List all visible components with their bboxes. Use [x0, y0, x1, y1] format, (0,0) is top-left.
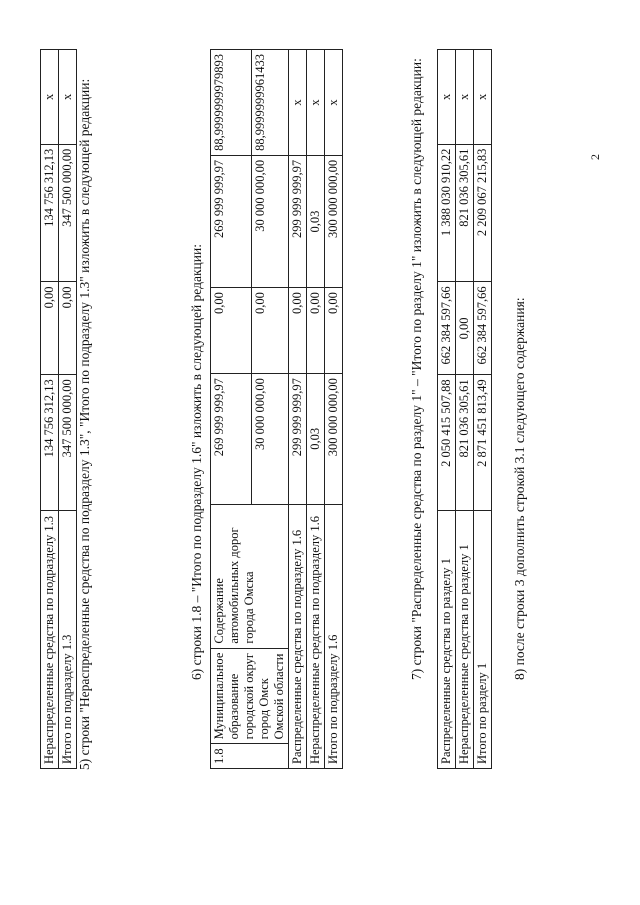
- cell-value: 0,00: [59, 282, 77, 375]
- section7-text: 7) строки "Распределенные средства по разделу 1" – "Итого по разделу 1" изложить в следующей редакции:: [409, 58, 424, 680]
- cell-value: х: [325, 50, 343, 156]
- section5-text: 5) строки "Нераспределенные средства по подразделу 1.3", "Итого по подразделу 1.3" изложить в следующей редакции:: [77, 78, 92, 770]
- table-row: [59, 50, 77, 769]
- row-label: Нераспределенные средства по разделу 1: [456, 511, 474, 769]
- cell-value: х: [41, 50, 59, 145]
- table-row: [289, 50, 307, 769]
- cell-value: 300 000 000,00: [325, 155, 343, 287]
- cell-value: 269 999 999,97: [211, 374, 252, 504]
- row-label: Распределенные средства по разделу 1: [438, 511, 456, 769]
- row-number: 1.8: [211, 744, 289, 769]
- cell-value: 30 000 000,00: [252, 374, 289, 504]
- cell-value: 0,03: [307, 374, 325, 504]
- table-section7: [437, 49, 492, 769]
- cell-value: 2 209 067 215,83: [474, 144, 492, 282]
- cell-value: 134 756 312,13: [41, 144, 59, 282]
- row-label: Нераспределенные средства по подразделу 1.3: [41, 511, 59, 769]
- cell-value: 662 384 597,66: [474, 282, 492, 375]
- cell-value: 821 036 305,61: [456, 144, 474, 282]
- cell-value: 88,9999999979893: [211, 50, 252, 156]
- cell-value: 821 036 305,61: [456, 375, 474, 511]
- table-section6: [210, 49, 343, 769]
- cell-value: 299 999 999,97: [289, 155, 307, 287]
- cell-value: х: [59, 50, 77, 145]
- cell-value: 299 999 999,97: [289, 374, 307, 504]
- purpose-cell: Содержание автомобильных дорог города Омска: [211, 504, 289, 648]
- cell-value: 0,00: [289, 288, 307, 374]
- cell-value: х: [438, 50, 456, 145]
- cell-value: 88,9999999961433: [252, 50, 289, 156]
- table-row: [211, 50, 252, 769]
- section8-text: 8) после строки 3 дополнить строкой 3.1 следующего содержания:: [512, 297, 527, 680]
- cell-value: х: [474, 50, 492, 145]
- cell-value: 0,03: [307, 155, 325, 287]
- cell-value: 0,00: [325, 288, 343, 374]
- cell-value: 0,00: [252, 288, 289, 374]
- cell-value: 1 388 030 910,22: [438, 144, 456, 282]
- cell-value: 0,00: [41, 282, 59, 375]
- row-label: Итого по подразделу 1.3: [59, 511, 77, 769]
- table-section5: [40, 49, 77, 769]
- row-label: Итого по разделу 1: [474, 511, 492, 769]
- cell-value: х: [307, 50, 325, 156]
- cell-value: 2 050 415 507,88: [438, 375, 456, 511]
- row-label: Итого по подразделу 1.6: [325, 504, 343, 768]
- row-label: Распределенные средства по подразделу 1.6: [289, 504, 307, 768]
- cell-value: 662 384 597,66: [438, 282, 456, 375]
- table-row: [41, 50, 59, 769]
- table-row: [438, 50, 456, 769]
- cell-value: х: [456, 50, 474, 145]
- page-number: 2: [588, 154, 602, 160]
- table-row: [456, 50, 474, 769]
- table-row: [325, 50, 343, 769]
- cell-value: 2 871 451 813,49: [474, 375, 492, 511]
- table-row: [307, 50, 325, 769]
- cell-value: 347 500 000,00: [59, 375, 77, 511]
- section6-text: 6) строки 1.8 – "Итого по подразделу 1.6" изложить в следующей редакции:: [189, 244, 204, 680]
- cell-value: 0,00: [211, 288, 252, 374]
- cell-value: х: [289, 50, 307, 156]
- cell-value: 347 500 000,00: [59, 144, 77, 282]
- table-row: [474, 50, 492, 769]
- cell-value: 0,00: [456, 282, 474, 375]
- cell-value: 300 000 000,00: [325, 374, 343, 504]
- cell-value: 0,00: [307, 288, 325, 374]
- row-label: Нераспределенные средства по подразделу 1.6: [307, 504, 325, 768]
- cell-value: 269 999 999,97: [211, 155, 252, 287]
- cell-value: 134 756 312,13: [41, 375, 59, 511]
- entity-cell: Муниципальное образование городской округ город Омск Омской области: [211, 648, 289, 744]
- cell-value: 30 000 000,00: [252, 155, 289, 287]
